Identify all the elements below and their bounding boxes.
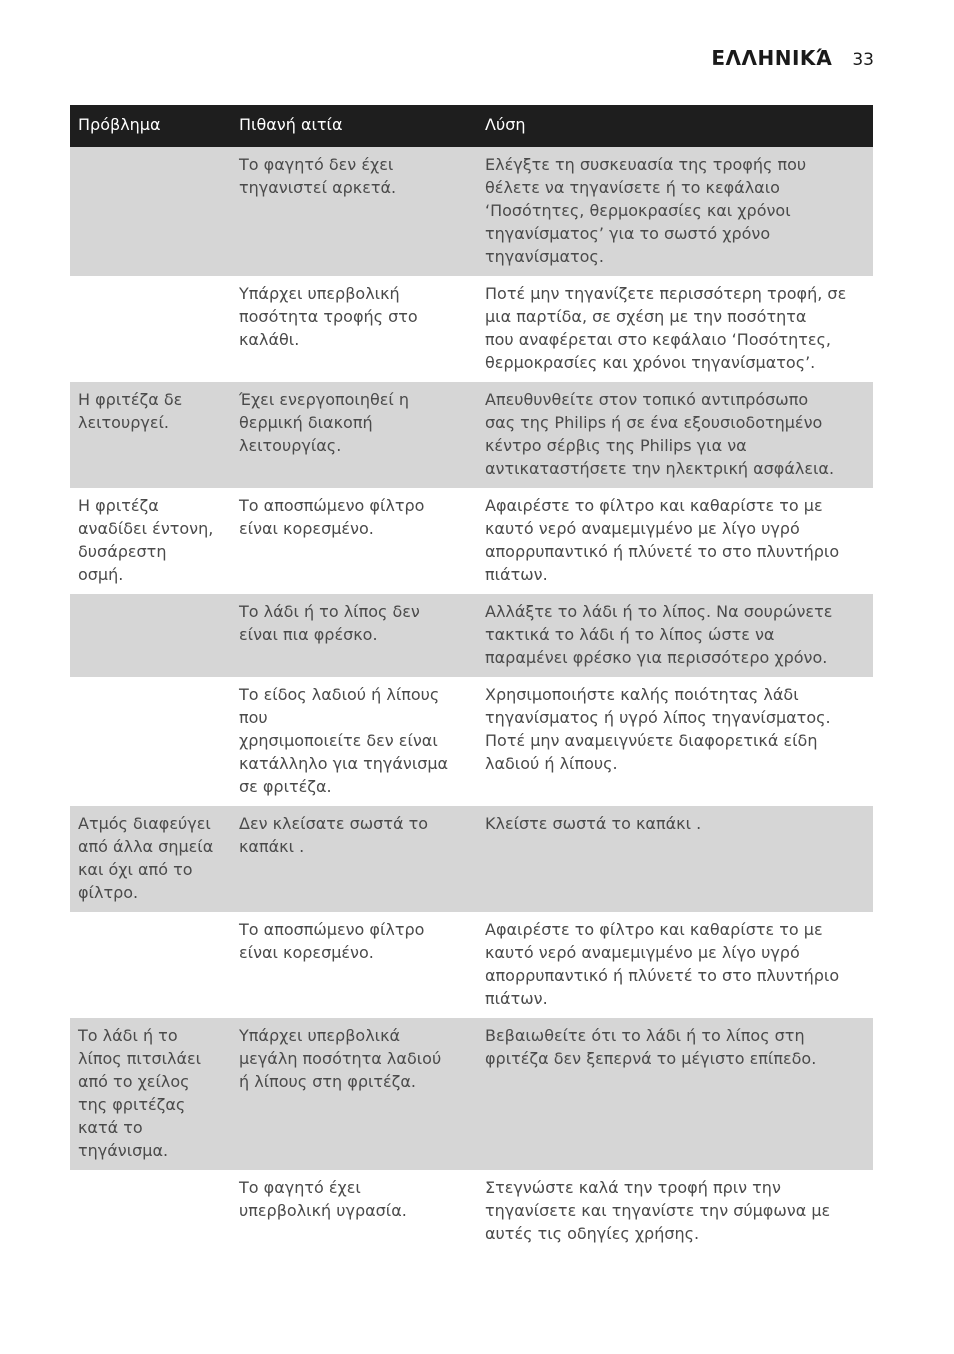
column-header-solution: Λύση (477, 105, 873, 147)
problem-cell: Η φριτέζα αναδίδει έντονη, δυσάρεστη οσμή. (70, 488, 231, 594)
problem-cell (70, 594, 231, 677)
problem-cell: Το λάδι ή το λίπος πιτσιλάει από το χείλος της φριτέζας κατά το τηγάνισμα. (70, 1018, 231, 1170)
table-header-row (70, 105, 873, 147)
cause-cell: Υπάρχει υπερβολικά μεγάλη ποσότητα λαδιού ή λίπους στη φριτέζα. (231, 1018, 477, 1170)
column-header-cause: Πιθανή αιτία (231, 105, 477, 147)
table-row (70, 1170, 873, 1253)
table-row (70, 594, 873, 677)
table-row (70, 677, 873, 806)
table-row (70, 1018, 873, 1170)
cause-cell: Υπάρχει υπερβολική ποσότητα τροφής στο καλάθι. (231, 276, 477, 382)
language-heading: ΕΛΛΗΝΙΚΆ (711, 46, 833, 70)
table-row (70, 912, 873, 1018)
cause-cell: Έχει ενεργοποιηθεί η θερμική διακοπή λειτουργίας. (231, 382, 477, 488)
solution-cell: Στεγνώστε καλά την τροφή πριν την τηγανίσετε και τηγανίστε την σύμφωνα με αυτές τις οδηγίες χρήσης. (477, 1170, 873, 1253)
page-number: 33 (852, 50, 874, 70)
solution-cell: Κλείστε σωστά το καπάκι . (477, 806, 873, 912)
problem-cell (70, 147, 231, 276)
cause-cell: Το λάδι ή το λίπος δεν είναι πια φρέσκο. (231, 594, 477, 677)
cause-cell: Το φαγητό έχει υπερβολική υγρασία. (231, 1170, 477, 1253)
troubleshooting-table (70, 105, 873, 1253)
solution-cell: Αφαιρέστε το φίλτρο και καθαρίστε το με καυτό νερό αναμεμιγμένο με λίγο υγρό απορρυπαντικό ή πλύνετέ το στο πλυντήριο πιάτων. (477, 488, 873, 594)
page-header (711, 46, 874, 70)
cause-cell: Το είδος λαδιού ή λίπους που χρησιμοποιείτε δεν είναι κατάλληλο για τηγάνισμα σε φριτέζα. (231, 677, 477, 806)
problem-cell (70, 1170, 231, 1253)
problem-cell: Ατμός διαφεύγει από άλλα σημεία και όχι από το φίλτρο. (70, 806, 231, 912)
solution-cell: Απευθυνθείτε στον τοπικό αντιπρόσωπο σας της Philips ή σε ένα εξουσιοδοτημένο κέντρο σέρβις της Philips για να αντικαταστήσετε την ηλεκτρική ασφάλεια. (477, 382, 873, 488)
column-header-problem: Πρόβλημα (70, 105, 231, 147)
solution-cell: Βεβαιωθείτε ότι το λάδι ή το λίπος στη φριτέζα δεν ξεπερνά το μέγιστο επίπεδο. (477, 1018, 873, 1170)
cause-cell: Το αποσπώμενο φίλτρο είναι κορεσμένο. (231, 912, 477, 1018)
solution-cell: Χρησιμοποιήστε καλής ποιότητας λάδι τηγανίσματος ή υγρό λίπος τηγανίσματος. Ποτέ μην αναμειγνύετε διαφορετικά είδη λαδιού ή λίπους. (477, 677, 873, 806)
solution-cell: Ποτέ μην τηγανίζετε περισσότερη τροφή, σε μια παρτίδα, σε σχέση με την ποσότητα που αναφέρεται στο κεφάλαιο ‘Ποσότητες, θερμοκρασίες και χρόνοι τηγανίσματος’. (477, 276, 873, 382)
problem-cell (70, 912, 231, 1018)
problem-cell: Η φριτέζα δε λειτουργεί. (70, 382, 231, 488)
solution-cell: Ελέγξτε τη συσκευασία της τροφής που θέλετε να τηγανίσετε ή το κεφάλαιο ‘Ποσότητες, θερμοκρασίες και χρόνοι τηγανίσματος’ για το σωστό χρόνο τηγανίσματος. (477, 147, 873, 276)
table-row (70, 276, 873, 382)
cause-cell: Το φαγητό δεν έχει τηγανιστεί αρκετά. (231, 147, 477, 276)
problem-cell (70, 276, 231, 382)
solution-cell: Αφαιρέστε το φίλτρο και καθαρίστε το με καυτό νερό αναμεμιγμένο με λίγο υγρό απορρυπαντικό ή πλύνετέ το στο πλυντήριο πιάτων. (477, 912, 873, 1018)
table-row (70, 147, 873, 276)
cause-cell: Δεν κλείσατε σωστά το καπάκι . (231, 806, 477, 912)
table-row (70, 382, 873, 488)
table-row (70, 488, 873, 594)
cause-cell: Το αποσπώμενο φίλτρο είναι κορεσμένο. (231, 488, 477, 594)
problem-cell (70, 677, 231, 806)
table-row (70, 806, 873, 912)
solution-cell: Αλλάξτε το λάδι ή το λίπος. Να σουρώνετε τακτικά το λάδι ή το λίπος ώστε να παραμένει φρέσκο για περισσότερο χρόνο. (477, 594, 873, 677)
